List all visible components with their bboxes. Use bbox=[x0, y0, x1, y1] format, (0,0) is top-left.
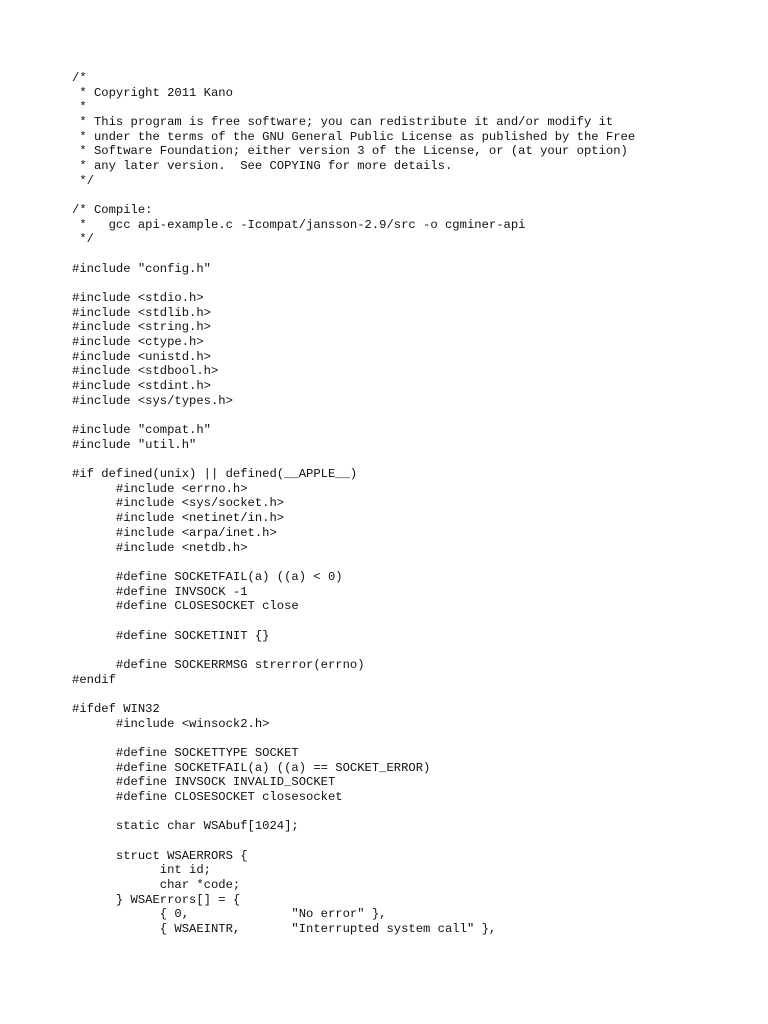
code-line bbox=[72, 834, 752, 849]
code-line: * Copyright 2011 Kano bbox=[72, 85, 233, 100]
code-line bbox=[72, 276, 752, 291]
code-line: #include <arpa/inet.h> bbox=[72, 525, 277, 540]
code-line: #define SOCKERRMSG strerror(errno) bbox=[72, 657, 365, 672]
code-line: #include "compat.h" bbox=[72, 423, 211, 438]
code-line: /* bbox=[72, 71, 87, 85]
code-line bbox=[72, 188, 752, 203]
code-line: */ bbox=[72, 232, 94, 247]
code-line: * any later version. See COPYING for more details. bbox=[72, 159, 453, 174]
code-line: #include <stdint.h> bbox=[72, 379, 211, 394]
code-line: #define INVSOCK -1 bbox=[72, 584, 248, 599]
code-line: #define SOCKETTYPE SOCKET bbox=[72, 745, 299, 760]
code-line: #define SOCKETFAIL(a) ((a) < 0) bbox=[72, 569, 343, 584]
code-line bbox=[72, 687, 752, 702]
code-line bbox=[72, 643, 752, 658]
code-line: #include <winsock2.h> bbox=[72, 716, 270, 731]
code-line: #if defined(unix) || defined(__APPLE__) bbox=[72, 467, 358, 482]
code-line: static char WSAbuf[1024]; bbox=[72, 819, 299, 834]
code-line: char *code; bbox=[72, 877, 241, 892]
code-line: #define CLOSESOCKET close bbox=[72, 599, 299, 614]
code-line: #define SOCKETINIT {} bbox=[72, 628, 270, 643]
code-line: #include <sys/types.h> bbox=[72, 393, 233, 408]
code-line: #include <stdlib.h> bbox=[72, 305, 211, 320]
code-line bbox=[72, 247, 752, 262]
code-line: #include "util.h" bbox=[72, 437, 197, 452]
code-line: * gcc api-example.c -Icompat/jansson-2.9/src -o cgminer-api bbox=[72, 217, 526, 232]
code-line: #include <stdbool.h> bbox=[72, 364, 219, 379]
code-line: * under the terms of the GNU General Public License as published by the Free bbox=[72, 129, 636, 144]
code-line: #include <sys/socket.h> bbox=[72, 496, 285, 511]
code-line: * bbox=[72, 100, 87, 115]
code-line: */ bbox=[72, 173, 94, 188]
source-code-page bbox=[72, 71, 752, 937]
code-line bbox=[72, 614, 752, 629]
code-line: } WSAErrors[] = { bbox=[72, 892, 241, 907]
code-line: #endif bbox=[72, 672, 116, 687]
code-line: * This program is free software; you can redistribute it and/or modify it bbox=[72, 115, 614, 130]
code-block bbox=[72, 71, 752, 937]
code-line: struct WSAERRORS { bbox=[72, 848, 248, 863]
code-line bbox=[72, 805, 752, 820]
code-line: #include <stdio.h> bbox=[72, 291, 204, 306]
code-line: #include <unistd.h> bbox=[72, 349, 211, 364]
code-line: { 0, "No error" }, bbox=[72, 907, 387, 922]
code-line: /* Compile: bbox=[72, 203, 153, 218]
code-line: int id; bbox=[72, 863, 211, 878]
code-line: #define SOCKETFAIL(a) ((a) == SOCKET_ERROR) bbox=[72, 760, 431, 775]
code-line: #include <errno.h> bbox=[72, 481, 248, 496]
code-line: #include <netinet/in.h> bbox=[72, 511, 285, 526]
code-line bbox=[72, 555, 752, 570]
code-line bbox=[72, 452, 752, 467]
code-line: #define INVSOCK INVALID_SOCKET bbox=[72, 775, 336, 790]
code-line: #define CLOSESOCKET closesocket bbox=[72, 789, 343, 804]
code-line bbox=[72, 408, 752, 423]
code-line: #include <ctype.h> bbox=[72, 335, 204, 350]
code-line: #include <netdb.h> bbox=[72, 540, 248, 555]
code-line: #include <string.h> bbox=[72, 320, 211, 335]
code-line bbox=[72, 731, 752, 746]
code-line: { WSAEINTR, "Interrupted system call" }, bbox=[72, 921, 497, 936]
code-line: * Software Foundation; either version 3 of the License, or (at your option) bbox=[72, 144, 628, 159]
code-line: #include "config.h" bbox=[72, 261, 211, 276]
code-line: #ifdef WIN32 bbox=[72, 701, 160, 716]
